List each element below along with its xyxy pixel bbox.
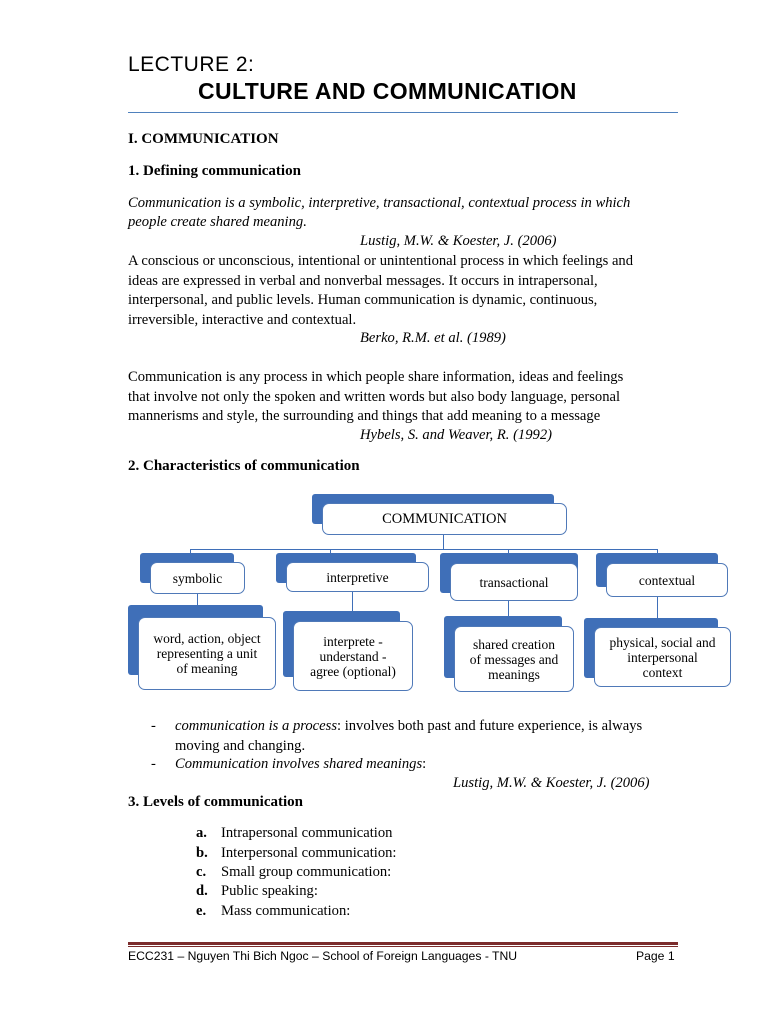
detail-line: of messages and [469, 651, 559, 667]
detail-line: of meaning [176, 661, 238, 676]
bullet-italic: Communication involves shared meanings [175, 756, 423, 772]
bullet-dash: - [151, 756, 156, 772]
detail-line: shared creation [472, 636, 556, 652]
definition-3-line: mannerisms and style, the surrounding and things that add meaning to a message [128, 408, 601, 424]
level-letter: b. [196, 845, 208, 861]
footer-course-info: ECC231 – Nguyen Thi Bich Ngoc – School of Foreign Languages - TNU [128, 949, 518, 963]
detail-line: physical, social and [609, 634, 716, 650]
definition-2-citation: Berko, R.M. et al. (1989) [360, 330, 506, 346]
connector [657, 597, 658, 619]
level-letter: e. [196, 903, 207, 919]
detail-line: context [642, 664, 683, 680]
connector [190, 549, 658, 550]
definition-3-citation: Hybels, S. and Weaver, R. (1992) [360, 427, 552, 443]
footer-rule [128, 946, 678, 947]
connector [352, 592, 353, 612]
footer-rule [128, 942, 678, 945]
branch-transactional: transactional [450, 563, 578, 601]
subheading-levels: 3. Levels of communication [128, 794, 303, 810]
footer-page-number: Page 1 [636, 949, 675, 963]
definition-2-line: interpersonal, and public levels. Human communication is dynamic, continuous, [128, 292, 598, 308]
definition-2-line: irreversible, interactive and contextual. [128, 312, 357, 328]
root-node: COMMUNICATION [322, 503, 567, 535]
branch-interpretive: interpretive [286, 562, 429, 592]
bullet-continuation: moving and changing. [175, 738, 306, 754]
detail-line: word, action, object [153, 631, 261, 646]
level-text: Interpersonal communication: [221, 845, 397, 861]
level-text: Mass communication: [221, 903, 351, 919]
level-text: Small group communication: [221, 864, 392, 880]
level-letter: a. [196, 825, 207, 841]
level-letter: c. [196, 864, 207, 880]
subheading-characteristics: 2. Characteristics of communication [128, 458, 360, 474]
connector [443, 535, 444, 550]
bullet-text: : [422, 756, 427, 772]
detail-line: interpersonal [627, 649, 698, 665]
bullet-italic: communication is a process [175, 718, 337, 734]
detail-interpretive [293, 621, 413, 691]
detail-line: representing a unit [156, 646, 258, 661]
detail-transactional [454, 626, 574, 692]
branch-contextual: contextual [606, 563, 728, 597]
lecture-label: LECTURE 2: [128, 53, 255, 76]
branch-symbolic: symbolic [150, 562, 245, 594]
title-rule [128, 112, 678, 113]
detail-contextual [594, 627, 731, 687]
lecture-title: CULTURE AND COMMUNICATION [198, 78, 577, 104]
level-text: Public speaking: [221, 883, 318, 899]
bullet-item [175, 755, 426, 775]
detail-line: understand - [319, 648, 387, 664]
subheading-defining: 1. Defining communication [128, 163, 301, 179]
definition-1-line-2: people create shared meaning. [128, 214, 307, 230]
definition-1-citation: Lustig, M.W. & Koester, J. (2006) [360, 233, 557, 249]
connector [508, 601, 509, 617]
characteristics-citation: Lustig, M.W. & Koester, J. (2006) [453, 775, 650, 791]
detail-symbolic [138, 617, 276, 690]
detail-line: interprete - [323, 633, 383, 649]
level-letter: d. [196, 883, 208, 899]
definition-3-line: Communication is any process in which people share information, ideas and feelings [128, 369, 624, 385]
level-text: Intrapersonal communication [221, 825, 393, 841]
bullet-dash: - [151, 718, 156, 734]
definition-1-line-1: Communication is a symbolic, interpretive, transactional, contextual process in which [128, 195, 631, 211]
section-heading: I. COMMUNICATION [128, 131, 279, 147]
definition-2-line: ideas are expressed in verbal and nonverbal messages. It occurs in intrapersonal, [128, 273, 598, 289]
detail-line: meanings [488, 666, 540, 682]
bullet-item [175, 717, 685, 737]
definition-3-line: that involve not only the spoken and written words but also body language, personal [128, 389, 621, 405]
detail-line: agree (optional) [310, 663, 396, 679]
definition-2-line: A conscious or unconscious, intentional or unintentional process in which feelings and [128, 253, 634, 269]
bullet-text: : involves both past and future experience, is always [337, 718, 643, 734]
